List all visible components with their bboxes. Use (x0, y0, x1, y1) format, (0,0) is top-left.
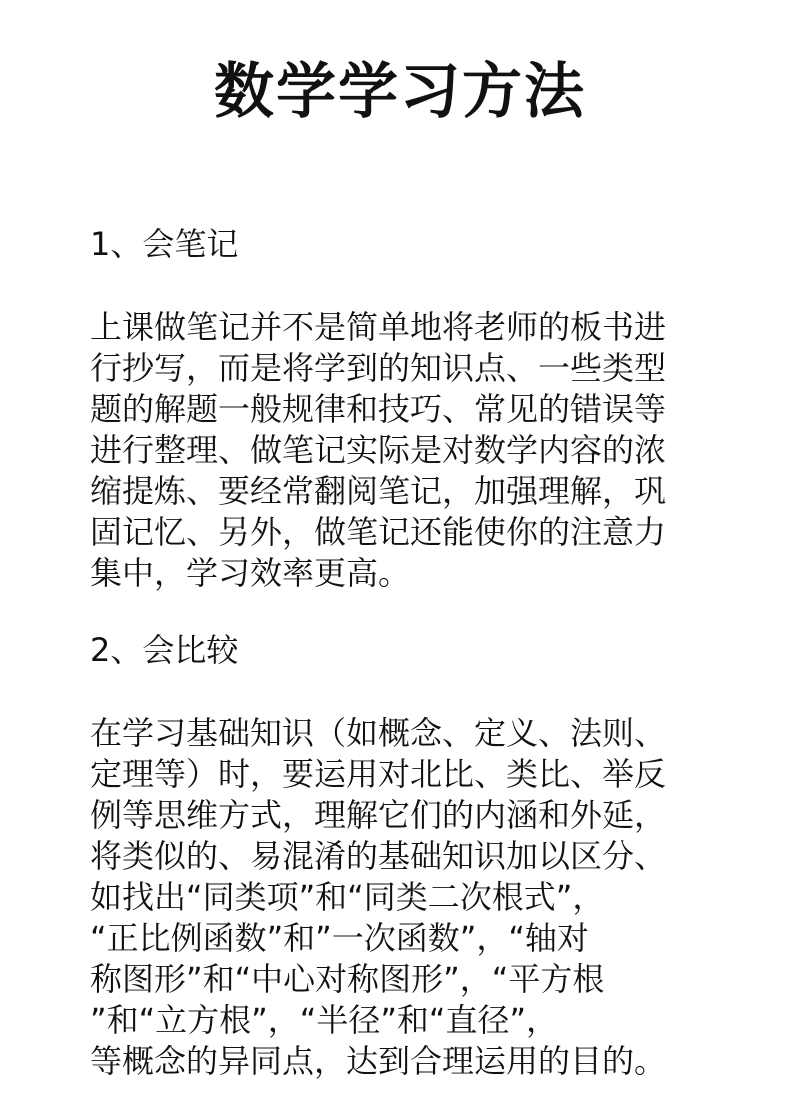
paragraph-line: 如找出“同类项”和“同类二次根式”， (90, 878, 605, 916)
paragraph-line: 缩提炼、要经常翻阅笔记，加强理解，巩 (90, 472, 667, 510)
paragraph-line: 在学习基础知识（如概念、定义、法则、 (90, 714, 667, 752)
paragraph-line: 例等思维方式，理解它们的内涵和外延， (90, 796, 667, 834)
paragraph-line: 将类似的、易混淆的基础知识加以区分、 (90, 837, 667, 875)
paragraph-line: 行抄写，而是将学到的知识点、一些类型 (90, 349, 667, 387)
paragraph-line: 上课做笔记并不是简单地将老师的板书进 (90, 308, 667, 346)
paragraph-line: ”和“立方根”，“半径”和“直径”， (90, 1001, 559, 1039)
paragraph-line: 集中，学习效率更高。 (90, 554, 411, 592)
paragraph-line: 题的解题一般规律和技巧、常见的错误等 (90, 390, 667, 428)
paragraph-line: 称图形”和“中心对称图形”，“平方根 (90, 960, 605, 998)
paragraph-line: 进行整理、做笔记实际是对数学内容的浓 (90, 431, 667, 469)
paragraph-line: 等概念的异同点，达到合理运用的目的。 (90, 1042, 667, 1080)
page-title: 数学学习方法 (214, 57, 586, 127)
paragraph-line: “正比例函数”和”一次函数”，“轴对 (90, 919, 589, 957)
section-paragraph-1 (90, 307, 720, 594)
paragraph-line: 定理等）时，要运用对北比、类比、举反 (90, 755, 667, 793)
section-heading-1: 1、会笔记 (90, 225, 239, 263)
paragraph-line: 固记忆、另外，做笔记还能使你的注意力 (90, 513, 667, 551)
section-paragraph-2 (90, 713, 720, 1082)
section-heading-2: 2、会比较 (90, 631, 239, 669)
